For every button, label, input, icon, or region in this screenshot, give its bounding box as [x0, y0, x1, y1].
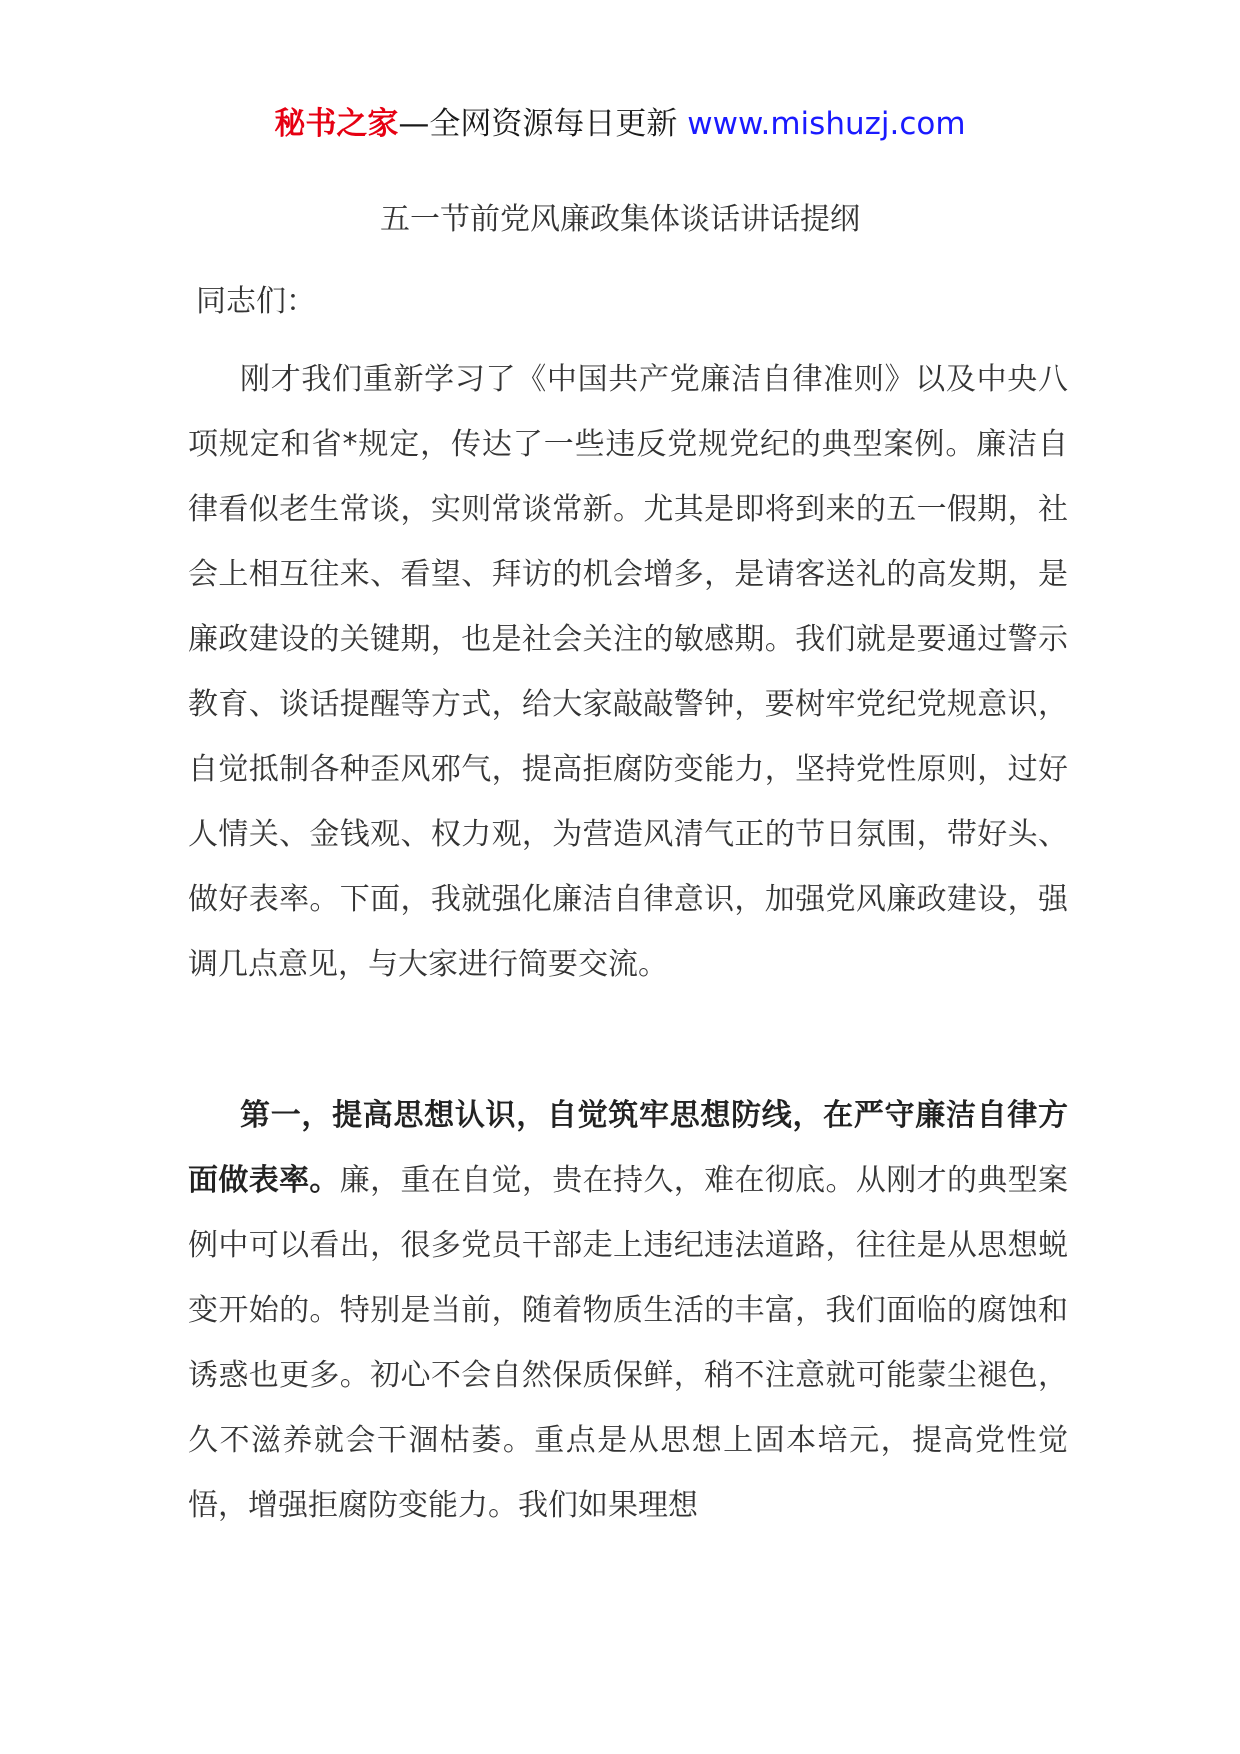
site-slogan: —全网资源每日更新 — [398, 106, 678, 142]
paragraph-2-body: 廉，重在自觉，贵在持久，难在彻底。从刚才的典型案例中可以看出，很多党员干部走上违纪违法道路，往往是从思想蜕变开始的。特别是当前，随着物质生活的丰富，我们面临的腐蚀和诱惑也更多。初心不会自然保质保鲜，稍不注意就可能蒙尘褪色，久不滋养就会干涸枯萎。重点是从思想上固本培元，提高党性觉悟，增强拒腐防变能力。我们如果理想 — [188, 1163, 1069, 1523]
paragraph-2 — [188, 1083, 1068, 1538]
paragraph-1: 刚才我们重新学习了《中国共产党廉洁自律准则》以及中央八项规定和省*规定，传达了一些违反党规党纪的典型案例。廉洁自律看似老生常谈，实则常谈常新。尤其是即将到来的五一假期，社会上相互往来、看望、拜访的机会增多，是请客送礼的高发期，是廉政建设的关键期，也是社会关注的敏感期。我们就是要通过警示教育、谈话提醒等方式，给大家敲敲警钟，要树牢党纪党规意识，自觉抵制各种歪风邪气，提高拒腐防变能力，坚持党性原则，过好人情关、金钱观、权力观，为营造风清气正的节日氛围，带好头、做好表率。下面，我就强化廉洁自律意识，加强党风廉政建设，强调几点意见，与大家进行简要交流。 — [188, 362, 1068, 982]
salutation: 同志们： — [196, 284, 316, 319]
document-title: 五一节前党风廉政集体谈话讲话提纲 — [380, 202, 860, 237]
brand-name: 秘书之家 — [274, 106, 399, 142]
paragraph-2-lead: 第一，提高思想认识，自觉筑牢思想防线，在严守廉洁自律方面做表率。 — [188, 1098, 1068, 1198]
site-header — [0, 102, 1240, 146]
site-url-link[interactable]: www.mishuzj.com — [687, 106, 966, 142]
